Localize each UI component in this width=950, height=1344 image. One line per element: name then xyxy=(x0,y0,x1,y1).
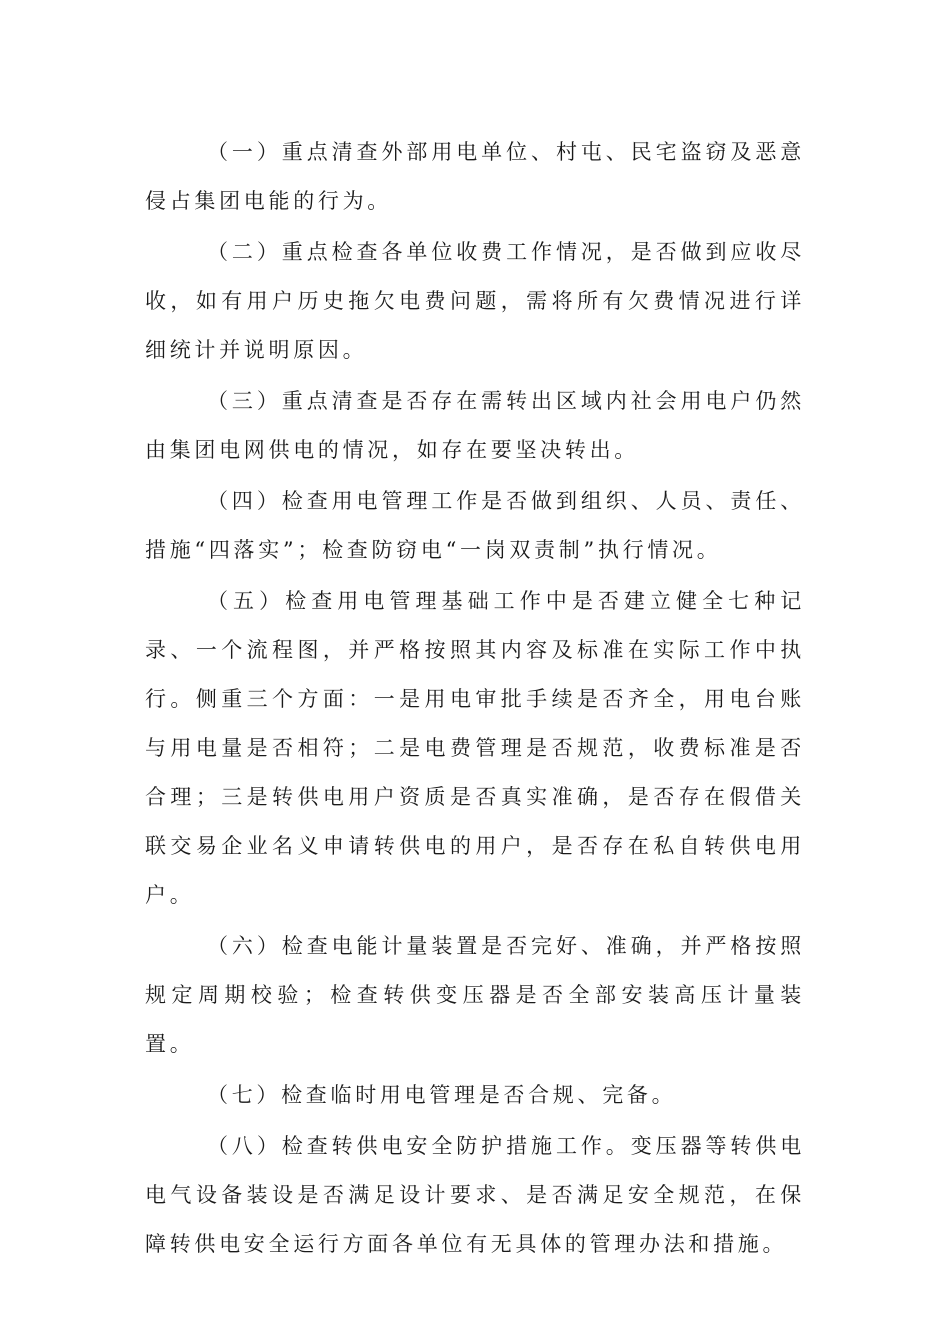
document-body xyxy=(145,128,805,1269)
paragraph-item-7: （七）检查临时用电管理是否合规、完备。 xyxy=(207,1083,677,1107)
paragraph-item-8: （八）检查转供电安全防护措施工作。变压器等转供电电气设备装设是否满足设计要求、是否满足安全规范，在保障转供电安全运行方面各单位有无具体的管理办法和措施。 xyxy=(145,1134,805,1256)
paragraph-item-1: （一）重点清查外部用电单位、村屯、民宅盗窃及恶意侵占集团电能的行为。 xyxy=(145,140,805,213)
paragraph-item-2: （二）重点检查各单位收费工作情况，是否做到应收尽收，如有用户历史拖欠电费问题，需将所有欠费情况进行详细统计并说明原因。 xyxy=(145,240,805,362)
paragraph-item-6: （六）检查电能计量装置是否完好、准确，并严格按照规定周期校验；检查转供变压器是否全部安装高压计量装置。 xyxy=(145,934,805,1056)
paragraph-item-5: （五）检查用电管理基础工作中是否建立健全七种记录、一个流程图，并严格按照其内容及标准在实际工作中执行。侧重三个方面：一是用电审批手续是否齐全，用电台账与用电量是否相符；二是电费管理是否规范，收费标准是否合理；三是转供电用户资质是否真实准确，是否存在假借关联交易企业名义申请转供电的用户，是否存在私自转供电用户。 xyxy=(145,589,805,907)
paragraph-item-3: （三）重点清查是否存在需转出区域内社会用电户仍然由集团电网供电的情况，如存在要坚决转出。 xyxy=(145,389,805,462)
paragraph-item-4: （四）检查用电管理工作是否做到组织、人员、责任、措施“四落实”；检查防窃电“一岗双责制”执行情况。 xyxy=(145,489,805,562)
